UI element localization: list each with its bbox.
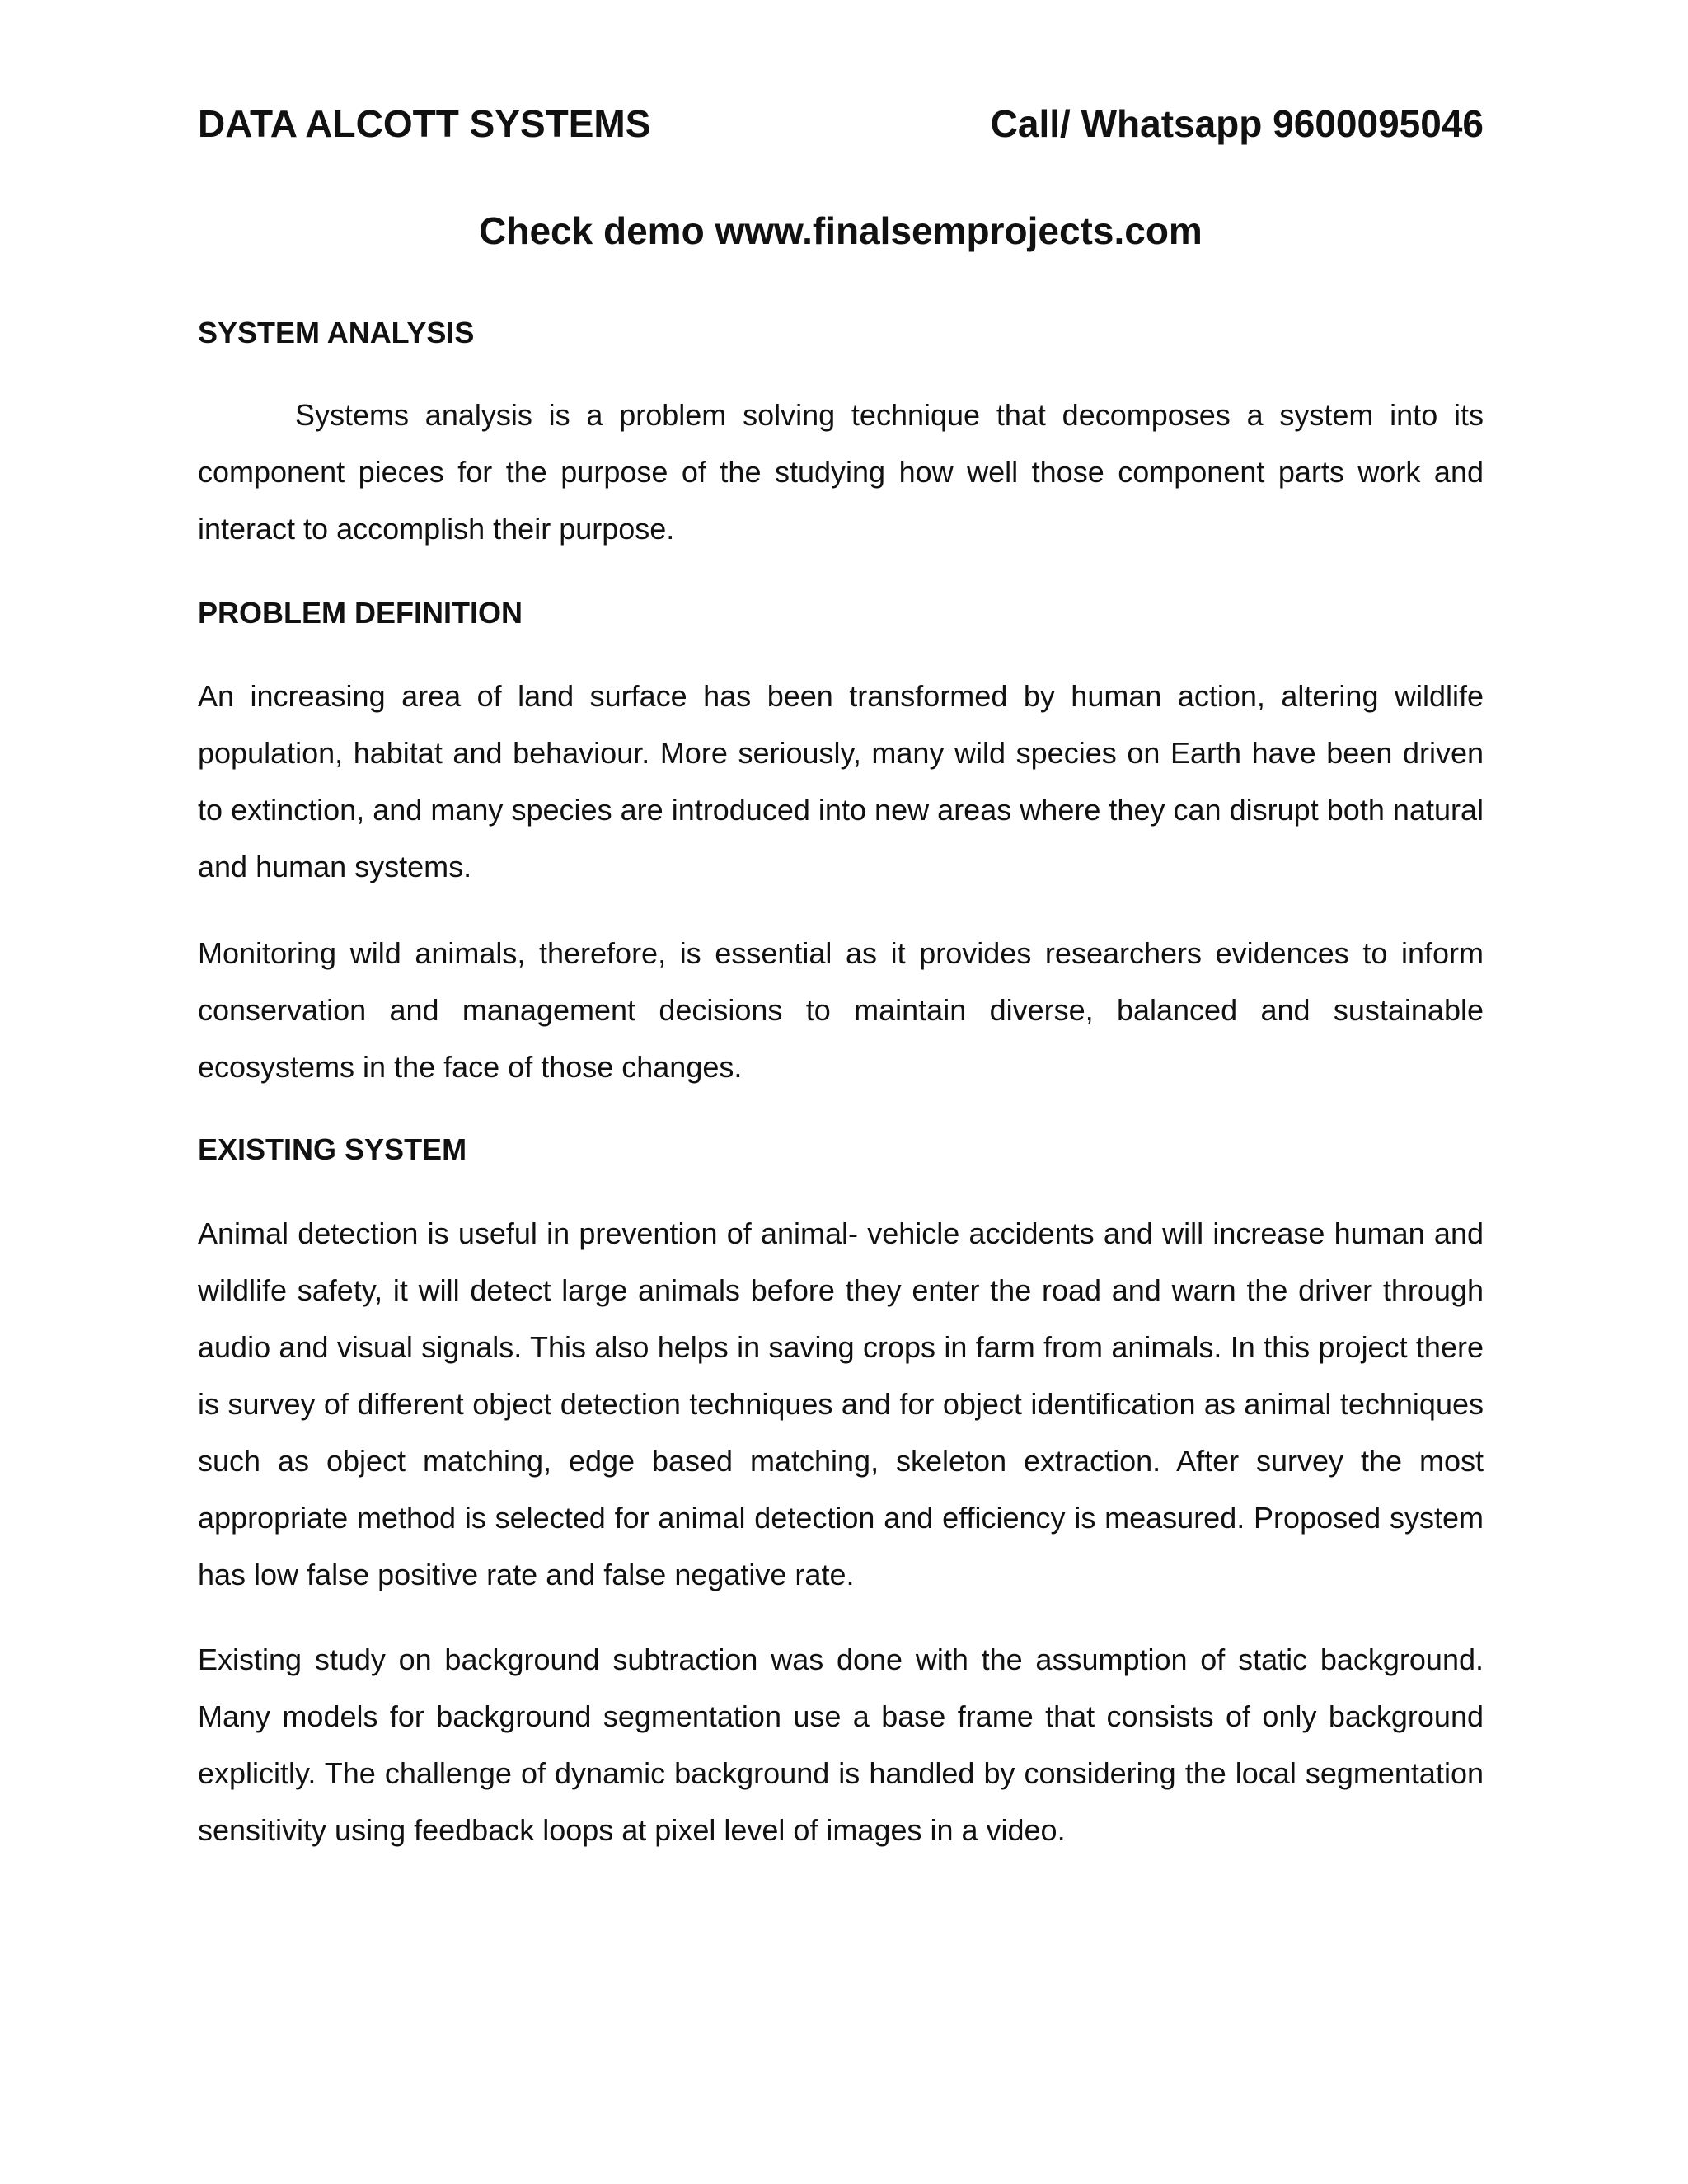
paragraph-existing-system-2: Existing study on background subtraction was done with the assumption of static background. Many models for background segmentation use a base frame that consists of only background explicitly. The challenge of dynamic background is handled by considering the local segmentation sensitivity using feedback loops at pixel level of images in a video. [198, 1643, 1484, 1847]
section-heading-system-analysis: SYSTEM ANALYSIS [198, 316, 475, 349]
company-name: DATA ALCOTT SYSTEMS [198, 102, 651, 145]
section-heading-problem-definition: PROBLEM DEFINITION [198, 596, 523, 630]
paragraph-problem-definition-1: An increasing area of land surface has been transformed by human action, altering wildlife population, habitat and behaviour. More seriously, many wild species on Earth have been driven to extinction, and many species are introduced into new areas where they can disrupt both natural and human systems. [198, 679, 1484, 883]
paragraph-system-analysis: Systems analysis is a problem solving technique that decomposes a system into its component pieces for the purpose of the studying how well those component parts work and interact to accomplish their purpose. [198, 398, 1484, 546]
demo-link-text: Check demo www.finalsemprojects.com [479, 209, 1203, 252]
paragraph-existing-system-1: Animal detection is useful in prevention of animal- vehicle accidents and will increase human and wildlife safety, it will detect large animals before they enter the road and warn the driver through audio and visual signals. This also helps in saving crops in farm from animals. In this project there is survey of different object detection techniques and for object identification as animal techniques such as object matching, edge based matching, skeleton extraction. After survey the most appropriate method is selected for animal detection and efficiency is measured. Proposed system has low false positive rate and false negative rate. [198, 1216, 1484, 1591]
paragraph-problem-definition-2: Monitoring wild animals, therefore, is essential as it provides researchers evidences to inform conservation and management decisions to maintain diverse, balanced and sustainable ecosystems in the face of those changes. [198, 936, 1484, 1084]
page-header [198, 101, 1484, 147]
section-heading-existing-system: EXISTING SYSTEM [198, 1132, 467, 1166]
contact-number: Call/ Whatsapp 9600095046 [990, 102, 1484, 145]
